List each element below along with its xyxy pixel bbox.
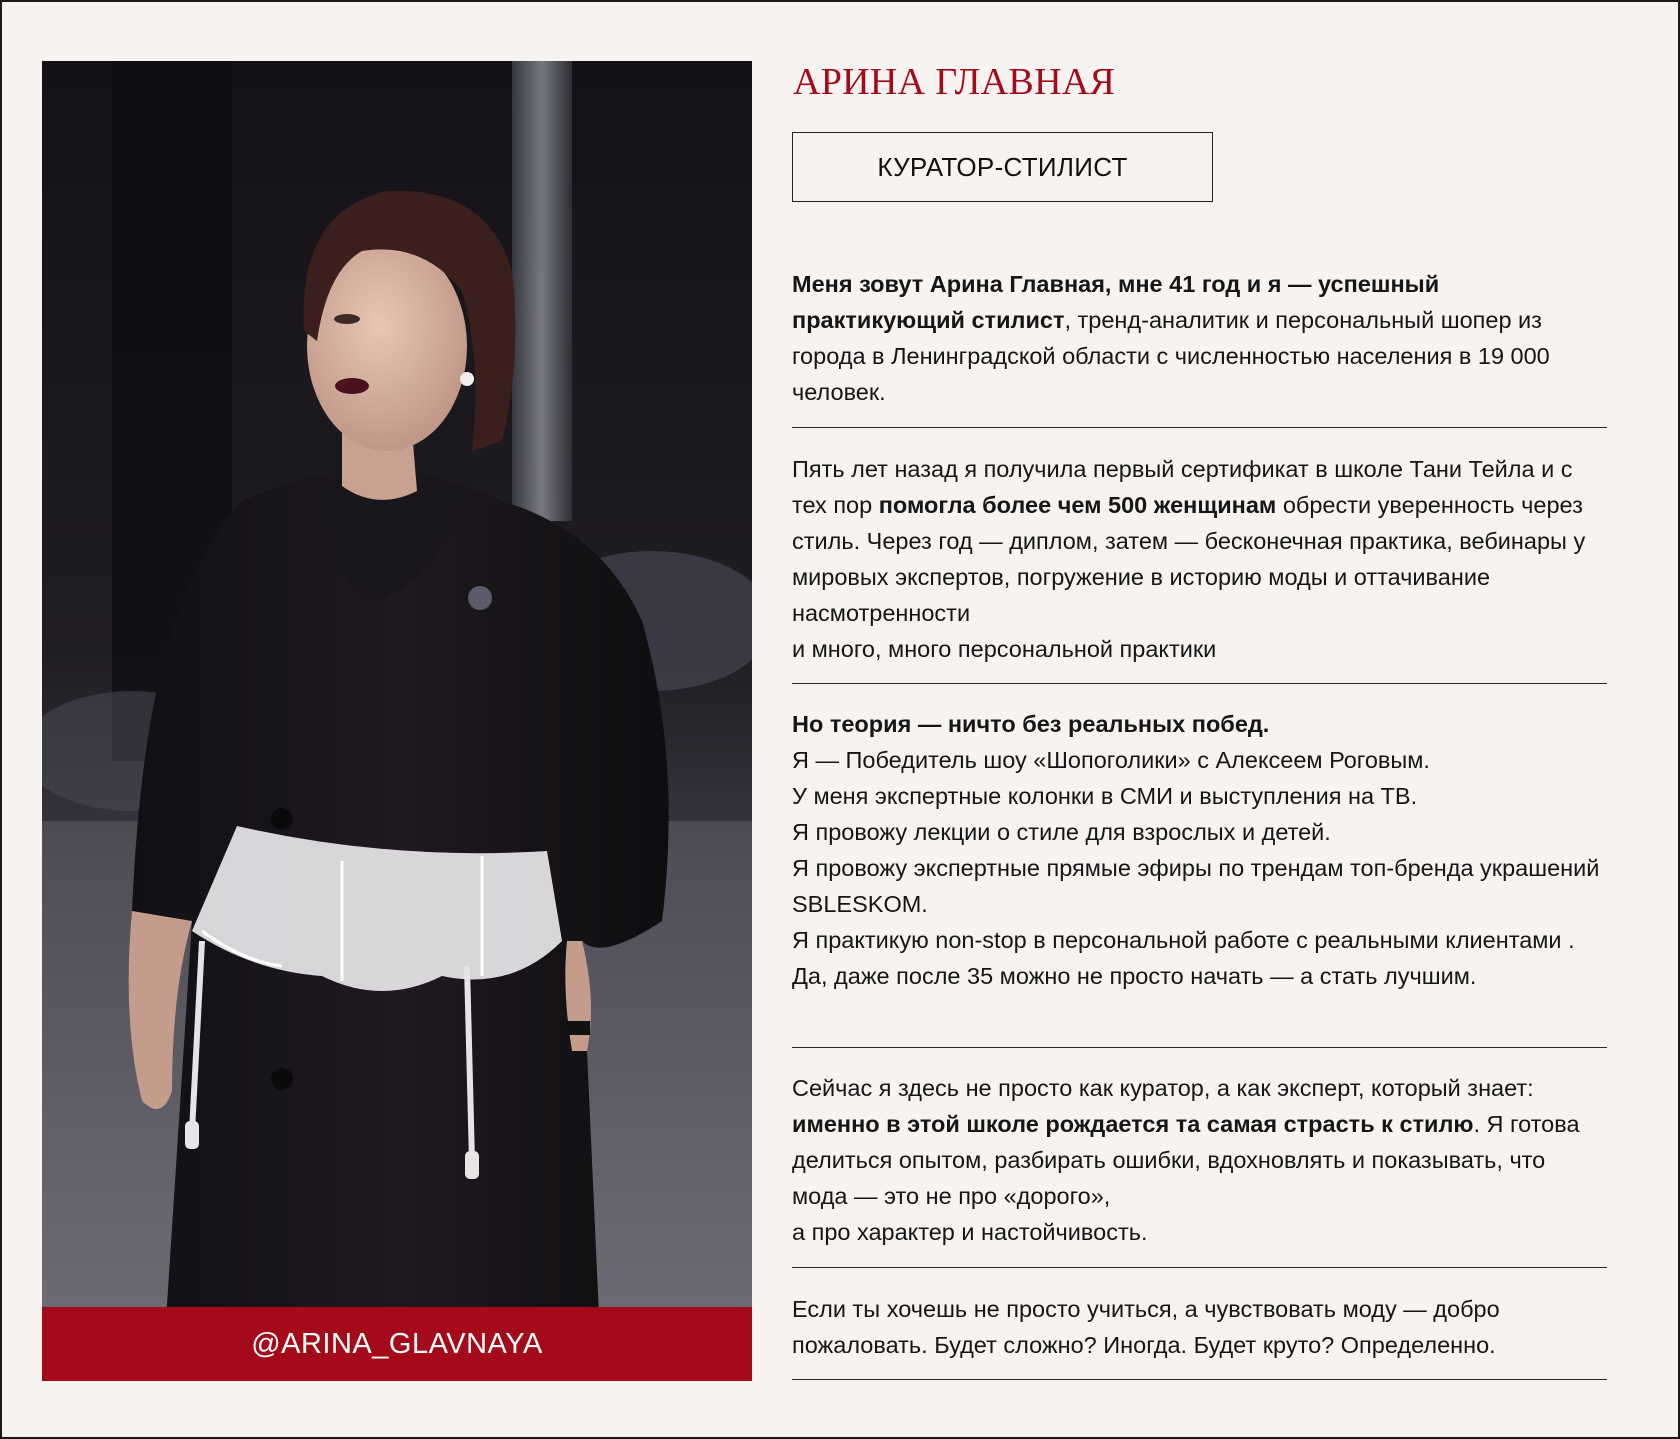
achievement-item: Я провожу лекции о стиле для взрослых и детей. bbox=[792, 819, 1331, 845]
achievements-heading: Но теория — ничто без реальных побед. bbox=[792, 711, 1270, 737]
divider bbox=[792, 1047, 1607, 1048]
history-paragraph bbox=[792, 451, 1607, 667]
achievement-item: Я — Победитель шоу «Шопоголики» с Алексеем Роговым. bbox=[792, 747, 1430, 773]
invitation-paragraph bbox=[792, 1291, 1607, 1363]
history-bold: помогла более чем 500 женщинам bbox=[878, 492, 1277, 518]
intro-bold: Меня зовут Арина Главная, мне 41 год и я — успешный практикующий стилист bbox=[792, 271, 1440, 333]
curator-name: АРИНА ГЛАВНАЯ bbox=[793, 61, 1116, 103]
portrait-photo bbox=[42, 61, 752, 1381]
mission-paragraph bbox=[792, 1070, 1607, 1250]
intro-paragraph bbox=[792, 266, 1607, 410]
divider bbox=[792, 1267, 1607, 1268]
instagram-handle-banner: @ARINA_GLAVNAYA bbox=[42, 1307, 752, 1381]
intro-text: , тренд-аналитик и персональный шопер из города в Ленинградской области с численностью населения в 19 000 человек. bbox=[792, 307, 1550, 405]
history-text-1: Пять лет назад я получила первый сертификат в школе Тани Тейла и с тех пор bbox=[792, 456, 1573, 518]
mission-text-3: а про характер и настойчивость. bbox=[792, 1219, 1148, 1245]
achievement-item: У меня экспертные колонки в СМИ и выступления на ТВ. bbox=[792, 783, 1418, 809]
mission-bold: именно в этой школе рождается та самая страсть к стилю bbox=[792, 1111, 1474, 1137]
achievement-item: Я практикую non-stop в персональной работе с реальными клиентами . Да, даже после 35 можно не просто начать — а стать лучшим. bbox=[792, 927, 1575, 989]
divider bbox=[792, 427, 1607, 428]
achievement-item: Я провожу экспертные прямые эфиры по трендам топ-бренда украшений SBLESKOM. bbox=[792, 855, 1600, 917]
history-text-2: обрести уверенность через стиль. Через год — диплом, затем — бесконечная практика, вебинары у мировых экспертов, погружение в историю моды и оттачивание насмотренности bbox=[792, 492, 1586, 626]
divider bbox=[792, 1379, 1607, 1380]
divider bbox=[792, 683, 1607, 684]
mission-text-2: . Я готова делиться опытом, разбирать ошибки, вдохновлять и показывать, что мода — это не про «дорого», bbox=[792, 1111, 1580, 1209]
role-badge: КУРАТОР-СТИЛИСТ bbox=[792, 132, 1213, 202]
portrait-illustration bbox=[42, 61, 752, 1381]
history-text-3: и много, много персональной практики bbox=[792, 636, 1217, 662]
mission-text-1: Сейчас я здесь не просто как куратор, а как эксперт, который знает: bbox=[792, 1075, 1534, 1101]
invitation-text: Если ты хочешь не просто учиться, а чувствовать моду — добро пожаловать. Будет сложно? Иногда. Будет круто? Определенно. bbox=[792, 1296, 1500, 1358]
achievements-section bbox=[792, 706, 1607, 994]
